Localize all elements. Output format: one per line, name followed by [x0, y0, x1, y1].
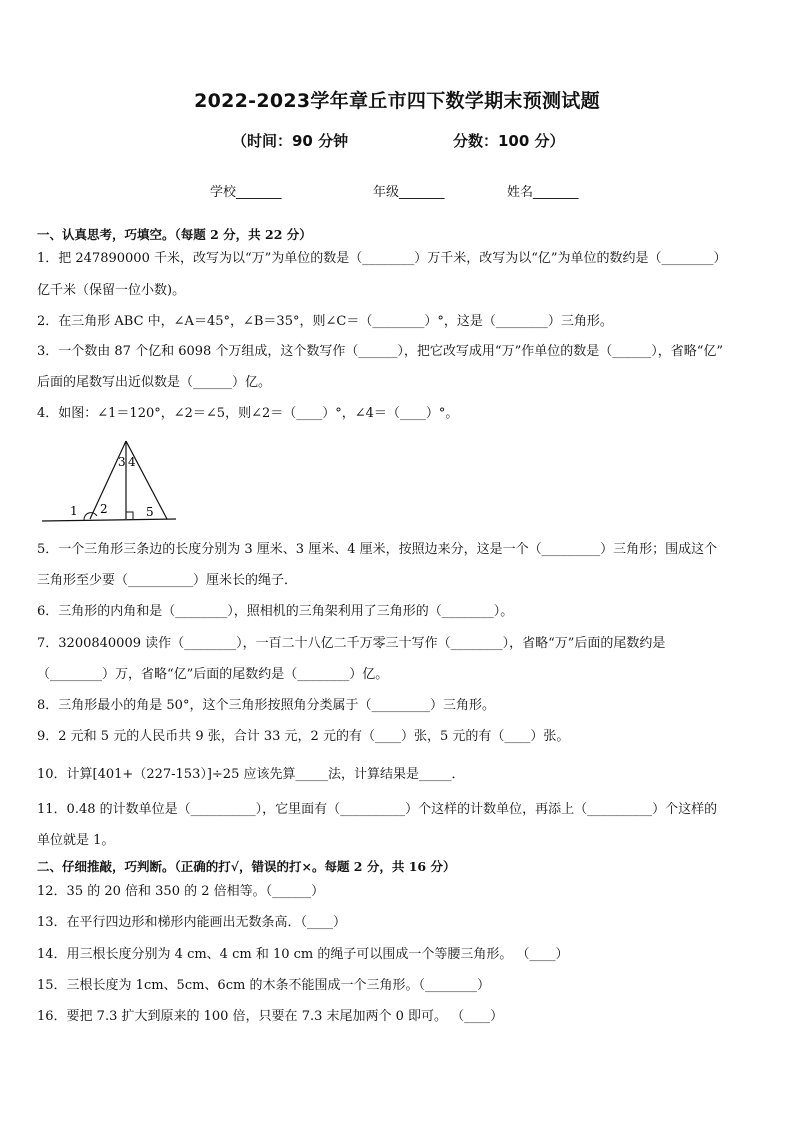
grade-field: 年级_______: [373, 185, 445, 200]
question-3-line-1: 3．一个数由 87 个亿和 6098 个万组成，这个数写作（______），把它改写成用“万”作单位的数是（______），省略“亿”: [37, 344, 724, 359]
base-line: [42, 519, 176, 521]
question-5-line-1: 5．一个三角形三条边的长度分别为 3 厘米、3 厘米、4 厘米，按照边来分，这是一个（_________）三角形；围成这个: [37, 542, 718, 557]
exam-score: 分数：100 分）: [453, 132, 565, 150]
question-12: 12．35 的 20 倍和 350 的 2 倍相等。（______）: [37, 884, 325, 899]
question-4: 4．如图：∠1＝120°，∠2＝∠5，则∠2＝（____）°，∠4＝（____）°。: [37, 406, 459, 421]
angle-4-label: 4: [128, 455, 136, 469]
exam-title: 2022-2023学年章丘市四下数学期末预测试题: [194, 90, 600, 112]
question-1-line-2: 亿千米（保留一位小数)。: [37, 283, 186, 298]
question-7-line-1: 7．3200840009 读作（________），一百二十八亿二千万零三十写作（________），省略“万”后面的尾数约是: [37, 636, 666, 651]
angle-1-label: 1: [70, 504, 78, 518]
question-6: 6．三角形的内角和是（________），照相机的三角架利用了三角形的（________）。: [37, 604, 514, 619]
right-angle-mark: [126, 512, 133, 519]
question-1-line-1: 1．把 247890000 千米，改写为以“万”为单位的数是（________）万千米，改写为以“亿”为单位的数约是（________）: [37, 251, 727, 266]
question-14: 14．用三根长度分别为 4 cm、4 cm 和 10 cm 的绳子可以围成一个等腰三角形。 （____）: [37, 947, 569, 962]
question-3-line-2: 后面的尾数写出近似数是（______）亿。: [37, 375, 272, 390]
angle-figure: [40, 436, 180, 526]
question-16: 16．要把 7.3 扩大到原来的 100 倍，只要在 7.3 末尾加两个 0 即可。 （____）: [37, 1009, 504, 1024]
question-11-line-1: 11．0.48 的计数单位是（__________），它里面有（__________）个这样的计数单位，再添上（__________）个这样的: [37, 802, 718, 817]
question-11-line-2: 单位就是 1。: [37, 833, 115, 848]
question-2: 2．在三角形 ABC 中，∠A＝45°，∠B＝35°，则∠C＝（________）°，这是（________）三角形。: [37, 314, 613, 329]
exam-time: （时间：90 分钟: [232, 132, 349, 150]
school-field: 学校_______: [210, 185, 282, 200]
left-side: [90, 441, 126, 519]
angle-5-label: 5: [146, 505, 154, 519]
question-8: 8．三角形最小的角是 50°，这个三角形按照角分类属于（_________）三角形。: [37, 698, 495, 713]
question-10: 10．计算[401+（227-153）]÷25 应该先算_____法，计算结果是_____．: [37, 767, 465, 782]
angle-2-label: 2: [100, 502, 108, 516]
section-1-heading: 一、认真思考，巧填空。（每题 2 分，共 22 分）: [37, 227, 312, 242]
question-15: 15．三根长度为 1cm、5cm、6cm 的木条不能围成一个三角形。（________）: [37, 978, 490, 993]
question-9: 9．2 元和 5 元的人民币共 9 张，合计 33 元，2 元的有（____）张，5 元的有（____）张。: [37, 729, 570, 744]
section-2-heading: 二、仔细推敲，巧判断。（正确的打√，错误的打×。每题 2 分，共 16 分）: [37, 859, 456, 874]
question-13: 13．在平行四边形和梯形内能画出无数条高．（____）: [37, 915, 347, 930]
angle-3-label: 3: [118, 455, 126, 469]
question-5-line-2: 三角形至少要（__________）厘米长的绳子．: [37, 573, 298, 588]
question-7-line-2: （________）万，省略“亿”后面的尾数约是（________）亿。: [37, 667, 389, 682]
name-field: 姓名_______: [507, 185, 579, 200]
